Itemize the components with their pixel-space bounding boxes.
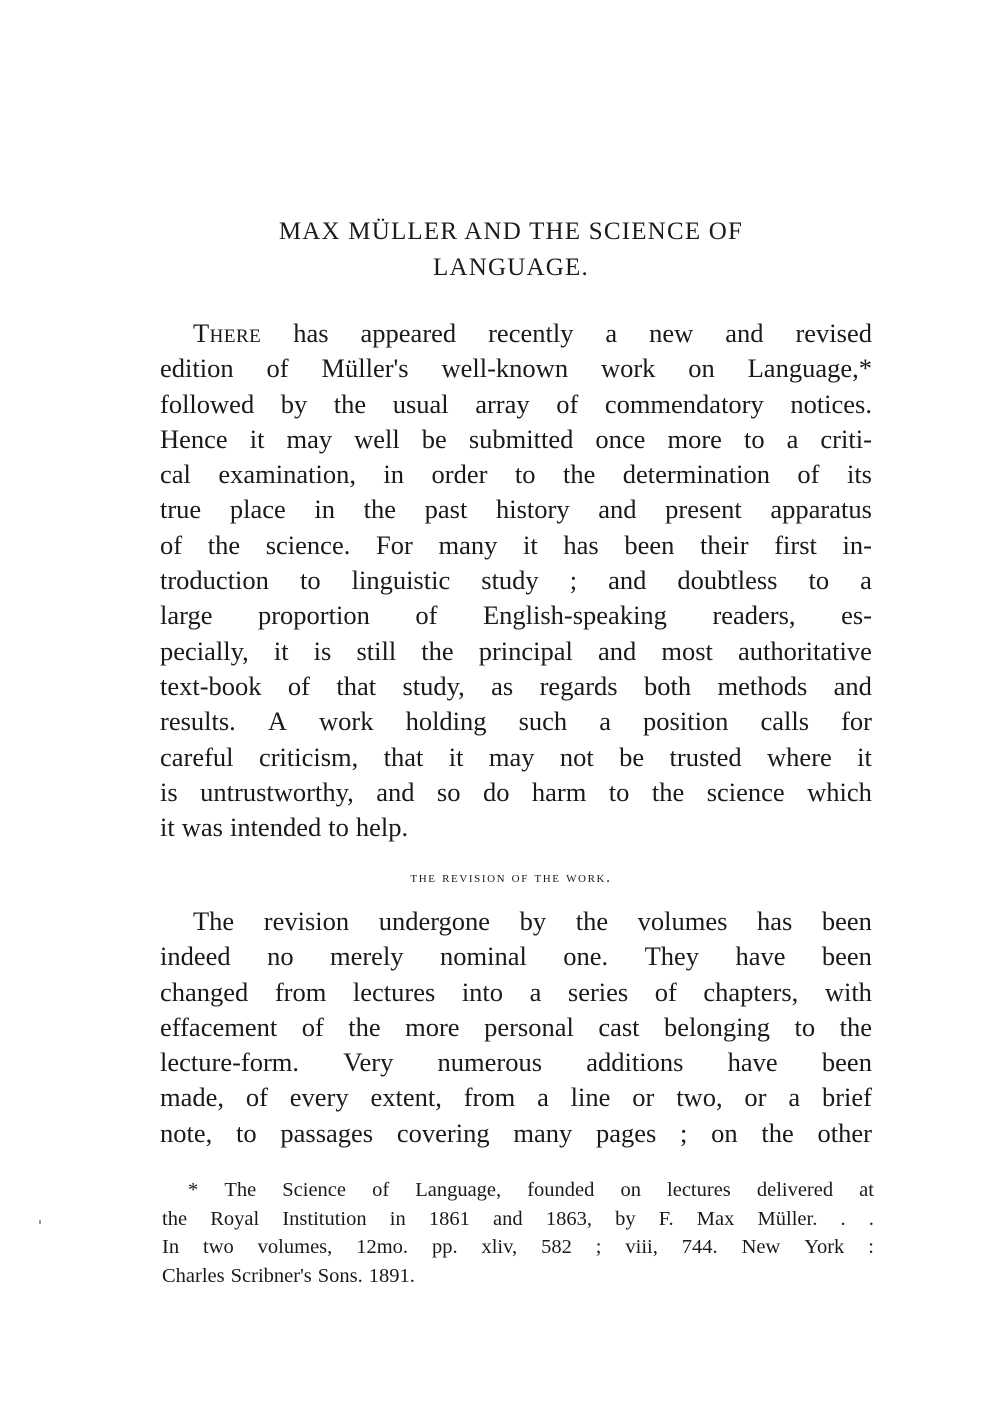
paragraph-line bbox=[160, 316, 872, 351]
word: to bbox=[608, 776, 630, 807]
paragraph-line bbox=[160, 775, 872, 810]
word: that bbox=[383, 741, 424, 772]
paragraph-line bbox=[160, 975, 872, 1010]
paragraph-line bbox=[160, 528, 872, 563]
word: cal bbox=[160, 459, 191, 490]
word: to bbox=[299, 565, 321, 596]
word: volumes bbox=[637, 906, 728, 936]
chapter-title-line-2: LANGUAGE. bbox=[433, 254, 589, 281]
opening-word: There bbox=[193, 318, 262, 348]
word: is bbox=[313, 635, 332, 666]
word: intended bbox=[229, 812, 322, 843]
word: 1863, bbox=[545, 1207, 592, 1230]
paragraph-line bbox=[160, 634, 872, 669]
word: and bbox=[493, 1207, 523, 1230]
word: changed bbox=[160, 976, 249, 1007]
paragraph-line bbox=[160, 422, 872, 457]
word: A bbox=[267, 706, 287, 737]
word: pecially, bbox=[160, 635, 249, 666]
word: criticism, bbox=[258, 741, 359, 772]
word: York bbox=[804, 1236, 845, 1258]
word: Max bbox=[696, 1207, 735, 1230]
word: line bbox=[570, 1082, 611, 1113]
word: into bbox=[461, 976, 504, 1007]
paragraph-line bbox=[160, 457, 872, 492]
word: have bbox=[727, 1047, 778, 1078]
paragraph-line bbox=[160, 669, 872, 704]
word: careful bbox=[160, 741, 234, 772]
word: in bbox=[389, 1207, 406, 1230]
word: study bbox=[481, 565, 539, 596]
word: Royal bbox=[210, 1207, 260, 1230]
word: xliv, bbox=[481, 1236, 518, 1258]
section-heading bbox=[150, 869, 872, 887]
word: with bbox=[824, 976, 872, 1007]
word: present bbox=[665, 494, 742, 525]
word: personal bbox=[484, 1011, 574, 1042]
word: and bbox=[376, 776, 415, 807]
word: to bbox=[328, 812, 349, 843]
paragraph-line bbox=[160, 598, 872, 633]
word: Charles bbox=[162, 1264, 225, 1287]
word: Sons. bbox=[317, 1264, 363, 1287]
paragraph-line bbox=[160, 740, 872, 775]
word: lectures bbox=[352, 976, 436, 1007]
word: troduction bbox=[160, 565, 269, 596]
word: for bbox=[841, 706, 872, 737]
word: For bbox=[375, 529, 413, 560]
word: followed bbox=[160, 388, 255, 419]
word: it bbox=[160, 812, 175, 843]
word: order bbox=[431, 459, 488, 490]
word: well-known bbox=[441, 353, 569, 384]
word: es- bbox=[841, 600, 872, 631]
word: still bbox=[356, 635, 397, 666]
word: covering bbox=[396, 1117, 490, 1148]
word: made, bbox=[160, 1082, 225, 1113]
word: their bbox=[699, 529, 749, 560]
word: work bbox=[319, 706, 374, 737]
word: Very bbox=[343, 1047, 394, 1078]
word: of bbox=[160, 529, 183, 560]
word: effacement bbox=[160, 1011, 278, 1042]
paragraph-1 bbox=[160, 316, 872, 845]
word: from bbox=[463, 1082, 516, 1113]
word: in bbox=[314, 494, 336, 525]
word: not bbox=[559, 741, 594, 772]
word: revised bbox=[795, 318, 872, 348]
word: the bbox=[363, 494, 397, 525]
word: pages bbox=[595, 1117, 657, 1148]
word: of bbox=[266, 353, 289, 384]
word: They bbox=[644, 941, 700, 972]
word: Science bbox=[282, 1179, 346, 1201]
word: have bbox=[735, 941, 786, 972]
word: been bbox=[624, 529, 675, 560]
word: once bbox=[595, 423, 646, 454]
footnote-line bbox=[162, 1205, 874, 1234]
paragraph-2 bbox=[160, 904, 872, 1151]
word: has bbox=[563, 529, 599, 560]
word: it bbox=[857, 741, 872, 772]
word: Müller. bbox=[757, 1207, 818, 1230]
word: of bbox=[372, 1179, 390, 1201]
word: been bbox=[821, 906, 872, 936]
word: past bbox=[424, 494, 468, 525]
paragraph-line bbox=[160, 810, 872, 845]
word: the bbox=[333, 388, 367, 419]
word: regards bbox=[539, 670, 618, 701]
word: at bbox=[859, 1179, 874, 1201]
word: delivered bbox=[756, 1179, 834, 1201]
word: of bbox=[556, 388, 579, 419]
word: Scribner's bbox=[230, 1264, 312, 1287]
word: edition bbox=[160, 353, 234, 384]
word: ; bbox=[569, 565, 578, 596]
word: results. bbox=[160, 706, 236, 737]
word: or bbox=[632, 1082, 655, 1113]
word: the bbox=[651, 776, 685, 807]
word: and bbox=[725, 318, 764, 348]
word: readers, bbox=[712, 600, 796, 631]
word: in- bbox=[842, 529, 872, 560]
word: as bbox=[491, 670, 514, 701]
word: help. bbox=[355, 812, 409, 843]
word: science. bbox=[265, 529, 351, 560]
word: F. bbox=[658, 1207, 674, 1230]
word: the bbox=[207, 529, 241, 560]
word: proportion bbox=[257, 600, 370, 631]
word: a bbox=[605, 318, 618, 348]
word: well bbox=[354, 423, 400, 454]
word: harm bbox=[531, 776, 587, 807]
word: the bbox=[839, 1011, 872, 1042]
word: by bbox=[519, 906, 547, 936]
word: criti- bbox=[820, 423, 872, 454]
word: 1861 bbox=[428, 1207, 470, 1230]
word: revision bbox=[263, 906, 350, 936]
word: may bbox=[488, 741, 535, 772]
word: a bbox=[860, 565, 872, 596]
word: large bbox=[160, 600, 213, 631]
word: it bbox=[448, 741, 464, 772]
word: recently bbox=[488, 318, 574, 348]
word: volumes, bbox=[257, 1236, 333, 1258]
word: merely bbox=[329, 941, 404, 972]
word: * bbox=[188, 1179, 199, 1201]
word: additions bbox=[586, 1047, 684, 1078]
word: has bbox=[757, 906, 793, 936]
word: and bbox=[598, 635, 637, 666]
footnote bbox=[162, 1176, 874, 1290]
word: been bbox=[821, 1047, 872, 1078]
word: of bbox=[301, 1011, 324, 1042]
footnote-line bbox=[162, 1233, 874, 1262]
word: of bbox=[415, 600, 438, 631]
word: be bbox=[421, 423, 447, 454]
word: be bbox=[619, 741, 645, 772]
word: where bbox=[767, 741, 832, 772]
word: examination, bbox=[218, 459, 356, 490]
word: many bbox=[438, 529, 498, 560]
word: the bbox=[421, 635, 454, 666]
word: by bbox=[280, 388, 308, 419]
word: lecture-form. bbox=[160, 1047, 300, 1078]
word: founded bbox=[527, 1179, 595, 1201]
word: new bbox=[649, 318, 694, 348]
word: 582 bbox=[541, 1236, 572, 1258]
paragraph-line bbox=[160, 387, 872, 422]
word: trusted bbox=[669, 741, 742, 772]
word: viii, bbox=[625, 1236, 658, 1258]
word: on bbox=[620, 1179, 641, 1201]
word: The bbox=[224, 1179, 257, 1201]
word: so bbox=[436, 776, 461, 807]
word: one. bbox=[563, 941, 609, 972]
word: ; bbox=[595, 1236, 602, 1258]
word: the bbox=[562, 459, 596, 490]
word: commendatory bbox=[604, 388, 764, 419]
word: array bbox=[475, 388, 530, 419]
footnote-line bbox=[162, 1262, 874, 1291]
word: that bbox=[336, 670, 377, 701]
word: to bbox=[808, 565, 830, 596]
word: such bbox=[518, 706, 568, 737]
paragraph-line bbox=[160, 1080, 872, 1115]
word: the bbox=[162, 1207, 188, 1230]
word: text-book bbox=[160, 670, 262, 701]
paragraph-line bbox=[160, 492, 872, 527]
word: of bbox=[245, 1082, 268, 1113]
word: 744. bbox=[681, 1236, 718, 1258]
word: to bbox=[743, 423, 765, 454]
word: most bbox=[661, 635, 713, 666]
paragraph-line bbox=[160, 704, 872, 739]
word: of bbox=[797, 459, 820, 490]
word: its bbox=[846, 459, 872, 490]
footnote-line bbox=[162, 1176, 874, 1205]
word: In bbox=[162, 1236, 180, 1258]
word: numerous bbox=[437, 1047, 543, 1078]
word: the bbox=[348, 1011, 381, 1042]
word: Hence bbox=[160, 423, 228, 454]
word: methods bbox=[717, 670, 808, 701]
paragraph-line bbox=[160, 904, 872, 939]
word: been bbox=[821, 941, 872, 972]
word: extent, bbox=[370, 1082, 442, 1113]
word: both bbox=[643, 670, 692, 701]
paragraph-line bbox=[160, 351, 872, 386]
word: more bbox=[405, 1011, 460, 1042]
paragraph-line bbox=[160, 1045, 872, 1080]
word: no bbox=[267, 941, 294, 972]
word: from bbox=[274, 976, 327, 1007]
word: calls bbox=[760, 706, 810, 737]
section-heading-text: the revision of the work. bbox=[410, 869, 612, 886]
paragraph-line bbox=[160, 1116, 872, 1151]
word: work bbox=[600, 353, 656, 384]
word: Müller's bbox=[321, 353, 409, 384]
word: Language,* bbox=[747, 353, 872, 384]
word: holding bbox=[405, 706, 487, 737]
word: notices. bbox=[790, 388, 872, 419]
word: cast bbox=[598, 1011, 640, 1042]
word: belonging bbox=[664, 1011, 771, 1042]
word: to bbox=[236, 1117, 257, 1148]
word: it bbox=[249, 423, 265, 454]
word: authoritative bbox=[737, 635, 872, 666]
word: : bbox=[868, 1236, 874, 1258]
word: the bbox=[761, 1117, 794, 1148]
word: a bbox=[529, 976, 542, 1007]
word: a bbox=[599, 706, 611, 737]
paragraph-line bbox=[160, 1010, 872, 1045]
word: The bbox=[193, 906, 235, 936]
word: principal bbox=[478, 635, 573, 666]
word: series bbox=[567, 976, 629, 1007]
word: it bbox=[522, 529, 538, 560]
paragraph-line bbox=[160, 939, 872, 974]
word: and bbox=[833, 670, 872, 701]
word: untrustworthy, bbox=[200, 776, 354, 807]
word: other bbox=[817, 1117, 872, 1148]
word: it bbox=[273, 635, 289, 666]
word: usual bbox=[392, 388, 449, 419]
word: appeared bbox=[360, 318, 457, 348]
word: passages bbox=[280, 1117, 374, 1148]
word: two, bbox=[676, 1082, 723, 1113]
word: . bbox=[840, 1207, 846, 1230]
word: by bbox=[615, 1207, 636, 1230]
word: may bbox=[286, 423, 333, 454]
word: study, bbox=[402, 670, 465, 701]
word: note, bbox=[160, 1117, 213, 1148]
word: Institution bbox=[282, 1207, 367, 1230]
word: a bbox=[537, 1082, 549, 1113]
scan-artifact bbox=[39, 1220, 41, 1224]
word: on bbox=[688, 353, 715, 384]
paragraph-line bbox=[160, 563, 872, 598]
word: do bbox=[482, 776, 510, 807]
word: two bbox=[203, 1236, 234, 1258]
word: linguistic bbox=[351, 565, 451, 596]
word: position bbox=[643, 706, 729, 737]
word: every bbox=[289, 1082, 349, 1113]
word: a bbox=[788, 1082, 801, 1113]
word: of bbox=[287, 670, 310, 701]
word: determination bbox=[622, 459, 770, 490]
word: a bbox=[786, 423, 799, 454]
word: and bbox=[598, 494, 637, 525]
word: Language, bbox=[415, 1179, 502, 1201]
word: New bbox=[741, 1236, 781, 1258]
word: English-speaking bbox=[482, 600, 667, 631]
word: indeed bbox=[160, 941, 231, 972]
word: which bbox=[807, 776, 872, 807]
word: nominal bbox=[439, 941, 527, 972]
word: the bbox=[575, 906, 609, 936]
word: history bbox=[496, 494, 570, 525]
word: of bbox=[654, 976, 677, 1007]
word: is bbox=[160, 776, 178, 807]
word: on bbox=[711, 1117, 738, 1148]
word: in bbox=[383, 459, 405, 490]
word: ; bbox=[680, 1117, 688, 1148]
word: true bbox=[160, 494, 202, 525]
word: or bbox=[744, 1082, 767, 1113]
word: undergone bbox=[378, 906, 491, 936]
word: . bbox=[868, 1207, 874, 1230]
chapter-title-line-1: MAX MÜLLER AND THE SCIENCE OF bbox=[278, 218, 744, 245]
word: chapters, bbox=[703, 976, 799, 1007]
word: science bbox=[706, 776, 785, 807]
word: many bbox=[513, 1117, 573, 1148]
word: to bbox=[794, 1011, 816, 1042]
word: was bbox=[181, 812, 223, 843]
word: first bbox=[774, 529, 817, 560]
word: submitted bbox=[468, 423, 574, 454]
word: brief bbox=[821, 1082, 872, 1113]
word: 12mo. bbox=[356, 1236, 409, 1258]
word: more bbox=[667, 423, 722, 454]
word: has bbox=[293, 318, 329, 348]
word: to bbox=[514, 459, 536, 490]
word: doubtless bbox=[677, 565, 778, 596]
word: 1891. bbox=[368, 1264, 415, 1287]
word: lectures bbox=[667, 1179, 731, 1201]
word: pp. bbox=[431, 1236, 458, 1258]
word: and bbox=[608, 565, 647, 596]
word: place bbox=[229, 494, 286, 525]
word: apparatus bbox=[770, 494, 872, 525]
